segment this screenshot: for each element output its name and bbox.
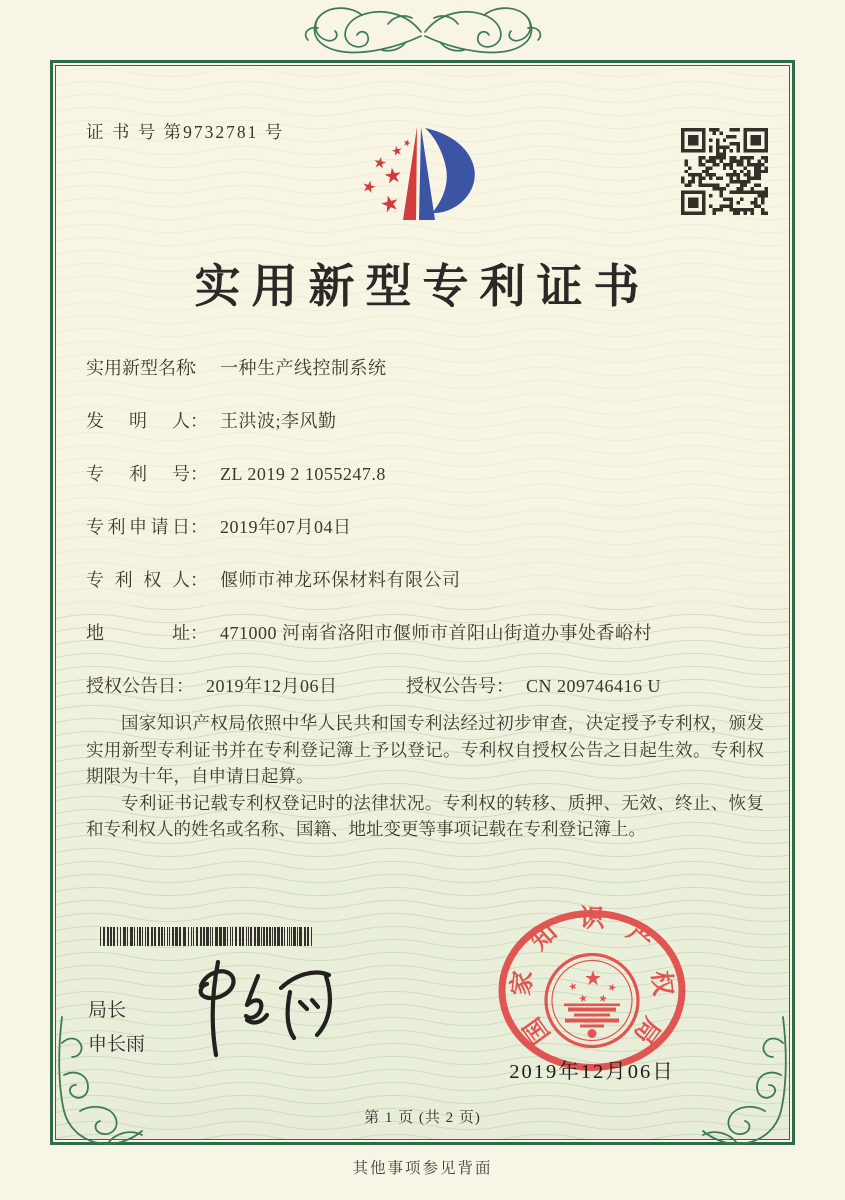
field-value-patent-number: ZL 2019 2 1055247.8 xyxy=(220,464,386,484)
dragon-ornament-icon xyxy=(288,2,558,60)
seal-char: 国 xyxy=(519,1012,556,1049)
colon: ： xyxy=(190,358,208,378)
certificate-number-suffix: 号 xyxy=(264,122,285,142)
field-value-address: 471000 河南省洛阳市偃师市首阳山街道办事处香峪村 xyxy=(220,623,652,643)
cnipa-logo-icon xyxy=(345,110,505,240)
colon: ： xyxy=(190,464,208,484)
director-signature xyxy=(188,956,338,1061)
page-number: 第 1 页 (共 2 页) xyxy=(364,1110,481,1126)
field-label: 专利权人 xyxy=(86,570,190,590)
national-emblem-icon xyxy=(546,955,638,1047)
seal-char: 知 xyxy=(525,918,563,956)
seal-date: 2019年12月06日 xyxy=(509,1061,675,1083)
field-value-invention-name: 一种生产线控制系统 xyxy=(220,358,387,378)
certificate-number-value: 9732781 xyxy=(183,122,259,142)
legal-paragraph-1: 国家知识产权局依照中华人民共和国专利法经过初步审查，决定授予专利权，颁发实用新型专利证书并在专利登记簿上予以登记。专利权自授权公告之日起生效。专利权期限为十年，自申请日起算。 xyxy=(86,713,764,786)
field-row-grant xyxy=(86,673,776,699)
field-label: 授权公告日 xyxy=(86,676,176,696)
field-row-patentee xyxy=(86,567,776,593)
seal-char: 权 xyxy=(646,969,676,998)
field-row-filing-date xyxy=(86,514,776,540)
colon: ： xyxy=(496,676,514,696)
corner-flourish-icon xyxy=(696,1015,791,1147)
field-value-filing-date: 2019年07月04日 xyxy=(220,517,352,537)
grant-number-pair xyxy=(406,673,661,699)
field-label: 实用新型名称 xyxy=(86,358,194,378)
field-row-inventor xyxy=(86,408,776,434)
seal-char: 产 xyxy=(621,918,659,956)
legal-paragraph-2: 专利证书记载专利权登记时的法律状况。专利权的转移、质押、无效、终止、恢复和专利权人的姓名或名称、国籍、地址变更等事项记载在专利登记簿上。 xyxy=(86,792,764,839)
seal-char: 识 xyxy=(579,905,605,933)
field-value-patentee: 偃师市神龙环保材料有限公司 xyxy=(220,570,461,590)
director-name: 申长雨 xyxy=(88,1034,146,1055)
seal-char: 局 xyxy=(628,1012,665,1049)
colon: ： xyxy=(190,411,208,431)
qr-code xyxy=(681,128,768,215)
barcode xyxy=(100,927,318,946)
colon: ： xyxy=(190,623,208,643)
field-label: 专利号 xyxy=(86,464,190,484)
field-label: 专利申请日 xyxy=(86,517,190,537)
field-row-address xyxy=(86,620,776,646)
field-row-name xyxy=(86,355,776,381)
field-value-grant-date: 2019年12月06日 xyxy=(206,676,338,696)
seal-char: 家 xyxy=(508,969,538,998)
colon: ： xyxy=(190,517,208,537)
certificate-fields xyxy=(86,355,776,726)
colon: ： xyxy=(190,570,208,590)
field-label: 发明人 xyxy=(86,411,190,431)
back-side-note: 其他事项参见背面 xyxy=(352,1160,493,1177)
field-row-patent-no xyxy=(86,461,776,487)
field-value-grant-number: CN 209746416 U xyxy=(526,676,662,696)
field-label: 授权公告号 xyxy=(406,676,496,696)
field-value-inventors: 王洪波;李风勤 xyxy=(220,411,337,431)
field-label: 地址 xyxy=(86,623,190,643)
official-seal xyxy=(492,903,692,1078)
certificate-number-prefix: 证 书 号 第 xyxy=(86,122,184,142)
certificate-number xyxy=(86,119,284,144)
certificate-title: 实用新型专利证书 xyxy=(194,261,651,312)
colon: ： xyxy=(176,676,194,696)
director-title: 局长 xyxy=(88,1000,127,1021)
legal-text xyxy=(86,710,764,843)
